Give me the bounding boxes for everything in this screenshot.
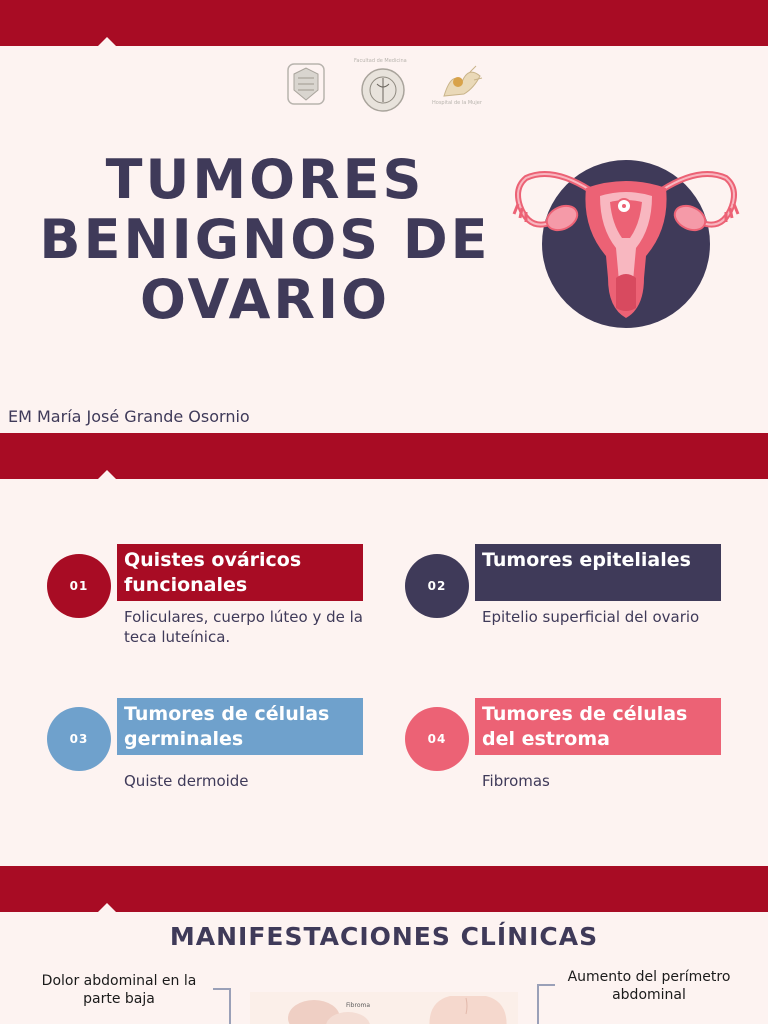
medicine-faculty-seal-icon [355,60,411,112]
logos-row [280,60,495,114]
item-number-badge: 03 [47,707,111,771]
page-title [30,150,500,330]
item-description: Fibromas [482,772,550,790]
item-number-badge: 02 [405,554,469,618]
item-heading: Quistes ováricos funcionales [117,544,363,601]
item-heading: Tumores de células del estroma [475,698,721,755]
middle-band [0,433,768,479]
symptom-right-label: Aumento del perímetro abdominal [567,969,731,1003]
item-description: Epitelio superficial del ovario [482,608,700,626]
symptom-left-label: Dolor abdominal en la parte baja [41,973,197,1007]
item-number-badge: 04 [405,707,469,771]
title-line-1: TUMORES [105,148,425,211]
clinical-illustration [250,992,518,1024]
illustration-label: Fibroma [346,1002,371,1009]
abdomen-illustration-icon [250,992,518,1024]
band-notch [98,903,116,912]
hospital-logo-icon [434,60,490,104]
right-logo-caption: Hospital de la Mujer [432,100,482,106]
band-notch [98,470,116,479]
band-notch [98,37,116,46]
item-heading: Tumores epiteliales [475,544,721,601]
item-description: Foliculares, cuerpo lúteo y de la teca luteínica. [124,608,364,646]
bracket-left [213,988,231,1024]
item-description: Quiste dermoide [124,772,249,790]
author-name: EM María José Grande Osornio [8,407,250,426]
unam-seal-icon [284,60,328,108]
section-title: MANIFESTACIONES CLÍNICAS [169,922,599,951]
bottom-band [0,866,768,912]
uterus-icon [512,158,740,330]
item-number-badge: 01 [47,554,111,618]
center-logo-caption: Facultad de Medicina [354,58,407,64]
title-line-3: OVARIO [140,268,390,331]
top-band [0,0,768,46]
item-heading: Tumores de células germinales [117,698,363,755]
bracket-right [537,984,555,1024]
title-line-2: BENIGNOS DE [39,208,491,271]
